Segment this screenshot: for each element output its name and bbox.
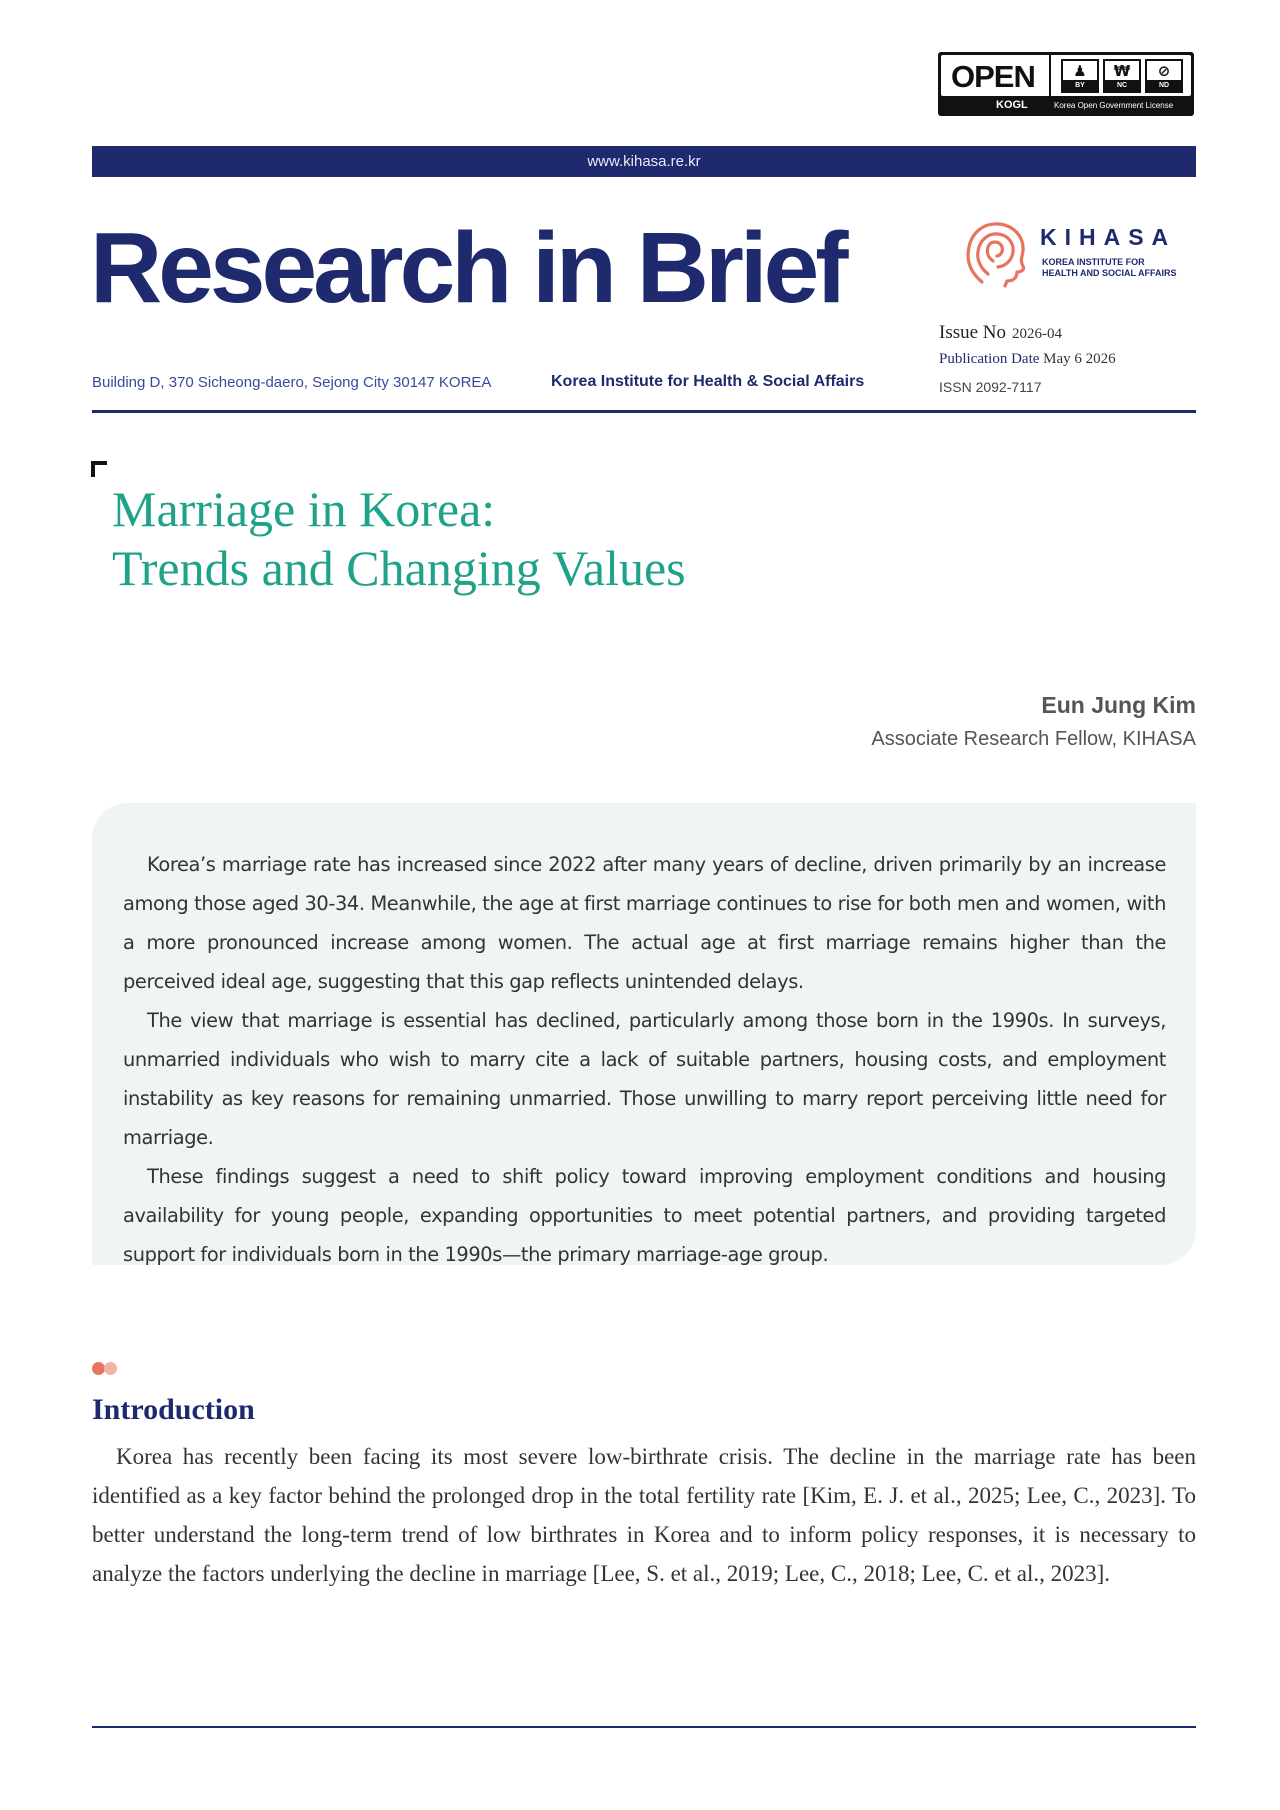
- series-title: Research in Brief: [90, 212, 845, 324]
- kogl-license-badge: [938, 52, 1194, 116]
- abstract-box: [92, 803, 1196, 1265]
- section-dot: [104, 1362, 117, 1375]
- kihasa-logo-icon: [960, 216, 1030, 288]
- abstract-paragraph: These findings suggest a need to shift policy toward improving employment conditions and housing availability for young people, expanding opportunities to meet potential partners, and providing targeted support for individuals born in the 1990s—the primary marriage-age group.: [123, 1165, 1166, 1266]
- kogl-label: KOGL: [996, 99, 1028, 111]
- issue-number: [939, 322, 1062, 344]
- won-noncommercial-icon: [1103, 59, 1141, 93]
- logo-subtitle-line1: KOREA INSTITUTE FOR: [1042, 257, 1145, 267]
- logo-name: KIHASA: [1040, 224, 1177, 250]
- title-corner-mark: [91, 461, 107, 477]
- issue-value: 2026-04: [1012, 326, 1063, 342]
- institute-name: Korea Institute for Health & Social Affairs: [551, 373, 865, 390]
- issn: [939, 379, 1041, 397]
- nd-tag: ND: [1147, 80, 1181, 91]
- abstract-paragraph: The view that marriage is essential has declined, particularly among those born in the 1990s. In surveys, unmarried individuals who wish to marry cite a lack of suitable partners, housing costs, and employment instability as key reasons for remaining unmarried. Those unwilling to marry report perceiving little need for marriage.: [123, 1009, 1166, 1149]
- kogl-license-name: Korea Open Government License: [1054, 101, 1174, 110]
- logo-subtitle: [1042, 257, 1202, 279]
- institute-address: Building D, 370 Sicheong-daero, Sejong City 30147 KOREA: [92, 374, 492, 391]
- logo-subtitle-line2: HEALTH AND SOCIAL AFFAIRS: [1042, 268, 1177, 278]
- header-bar: [92, 146, 1196, 177]
- pubdate-value: May 6 2026: [1043, 351, 1116, 367]
- pubdate-label: Publication Date: [939, 351, 1040, 367]
- by-glyph: ♟: [1073, 62, 1087, 80]
- no-derivatives-icon: [1145, 59, 1183, 93]
- nc-tag: NC: [1105, 80, 1139, 91]
- title-line-2: Trends and Changing Values: [112, 540, 686, 596]
- introduction-heading: Introduction: [92, 1393, 255, 1426]
- abstract-paragraph: Korea’s marriage rate has increased since 2022 after many years of decline, driven primarily by an increase among those aged 30-34. Meanwhile, the age at first marriage continues to rise for both men and women, with a more pronounced increase among women. The actual age at first marriage remains higher than the perceived ideal age, suggesting that this gap reflects unintended delays.: [123, 853, 1166, 993]
- nc-glyph: ₩: [1113, 62, 1131, 80]
- footer-rule: [92, 1726, 1196, 1728]
- kogl-divider: [1049, 55, 1051, 96]
- issue-label: Issue No: [939, 322, 1007, 343]
- by-tag: BY: [1063, 80, 1097, 91]
- abstract-text: [123, 845, 1166, 1274]
- title-line-1: Marriage in Korea:: [112, 481, 496, 537]
- author-affiliation: Associate Research Fellow, KIHASA: [871, 728, 1196, 750]
- person-icon: [1061, 59, 1099, 93]
- author-name: Eun Jung Kim: [1041, 692, 1196, 718]
- kogl-open-text: OPEN: [951, 59, 1035, 94]
- kogl-badge-panel: [941, 55, 1191, 96]
- nd-glyph: ⊘: [1157, 62, 1171, 80]
- publication-date: [939, 351, 1116, 368]
- header-rule: [92, 410, 1196, 413]
- article-title: [112, 480, 686, 598]
- introduction-body: Korea has recently been facing its most severe low-birthrate crisis. The decline in the marriage rate has been identified as a key factor behind the prolonged drop in the total fertility rate [Kim, E. J. et al., 2025; Lee, C., 2023]. To better understand the long-term trend of low birthrates in Korea and to inform policy responses, it is necessary to analyze the factors underlying the decline in marriage [Lee, S. et al., 2019; Lee, C., 2018; Lee, C. et al., 2023].: [92, 1444, 1196, 1586]
- issn-value: ISSN 2092-7117: [939, 379, 1042, 395]
- website-url[interactable]: www.kihasa.re.kr: [587, 153, 701, 170]
